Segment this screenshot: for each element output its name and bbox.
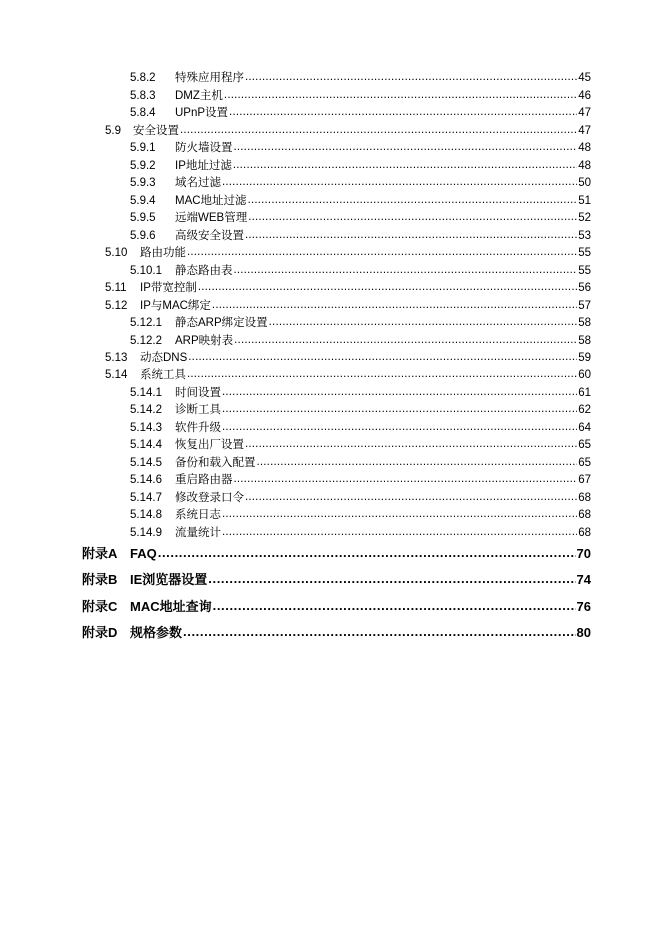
toc-page: 56 (578, 282, 591, 294)
toc-title: 静态路由表 (175, 265, 233, 277)
toc-title: 软件升级 (175, 422, 221, 434)
dot-leader (234, 332, 577, 348)
toc-page: 65 (578, 439, 591, 451)
toc-title: 系统工具 (140, 369, 186, 381)
toc-number: 5.9.5 (130, 212, 156, 224)
toc-title: 静态ARP绑定设置 (175, 317, 268, 329)
toc-number: 5.12 (105, 300, 128, 312)
dot-leader (198, 279, 577, 295)
toc-number: 附录C (82, 599, 118, 614)
toc-title: 防火墙设置 (175, 142, 233, 154)
toc-title: 动态DNS (140, 352, 188, 364)
toc-entry-5-14-8[interactable] (130, 507, 591, 523)
dot-leader (213, 597, 576, 615)
toc-page: 53 (578, 230, 591, 242)
toc-page: 51 (578, 195, 591, 207)
toc-entry-5-9-6[interactable] (130, 228, 591, 244)
toc-entry-5-14[interactable] (105, 367, 591, 383)
toc-page: 46 (578, 90, 591, 102)
toc-page: 76 (576, 599, 591, 614)
toc-page: 48 (578, 160, 591, 172)
toc-page: 57 (578, 300, 591, 312)
dot-leader (233, 157, 577, 173)
toc-title: 安全设置 (133, 125, 179, 137)
toc-title: IP地址过滤 (175, 160, 232, 172)
dot-leader (158, 544, 576, 562)
toc-page: 74 (576, 572, 591, 587)
dot-leader (222, 384, 577, 400)
toc-title: 重启路由器 (175, 474, 233, 486)
dot-leader (187, 244, 577, 260)
toc-page: 68 (578, 509, 591, 521)
dot-leader (269, 314, 578, 330)
toc-title: 时间设置 (175, 387, 221, 399)
toc-number: 5.14.7 (130, 492, 162, 504)
toc-entry-5-14-1[interactable] (130, 385, 591, 401)
toc-page: 48 (578, 142, 591, 154)
toc-title: 路由功能 (140, 247, 186, 259)
toc-number: 5.14 (105, 369, 128, 381)
toc-number: 附录D (82, 625, 118, 640)
toc-page: 55 (578, 247, 591, 259)
dot-leader (234, 471, 578, 487)
toc-entry-5-11[interactable] (105, 280, 591, 296)
toc-entry-5-9-1[interactable] (130, 140, 591, 156)
toc-entry-5-10[interactable] (105, 245, 591, 261)
toc-entry-5-8-2[interactable] (130, 70, 591, 86)
toc-page: 65 (578, 457, 591, 469)
toc-appendix-a[interactable] (82, 545, 591, 563)
toc-title: 流量统计 (175, 527, 221, 539)
dot-leader (229, 104, 577, 120)
toc-page: 55 (578, 265, 591, 277)
dot-leader (188, 349, 577, 365)
toc-number: 5.8.2 (130, 72, 156, 84)
toc-page: 58 (578, 317, 591, 329)
toc-number: 5.9.2 (130, 160, 156, 172)
toc-title: 恢复出厂设置 (175, 439, 244, 451)
toc-entry-5-9-4[interactable] (130, 193, 591, 209)
toc-appendix-c[interactable] (82, 598, 591, 616)
toc-entry-5-14-3[interactable] (130, 420, 591, 436)
toc-number: 5.9.3 (130, 177, 156, 189)
dot-leader (208, 570, 575, 588)
toc-number: 5.8.4 (130, 107, 156, 119)
toc-entry-5-12-1[interactable] (130, 315, 591, 331)
toc-number: 5.9 (105, 125, 121, 137)
toc-entry-5-13[interactable] (105, 350, 591, 366)
dot-leader (222, 524, 577, 540)
toc-number: 5.8.3 (130, 90, 156, 102)
toc-number: 5.12.1 (130, 317, 162, 329)
toc-entry-5-12[interactable] (105, 298, 591, 314)
toc-page: 60 (578, 369, 591, 381)
toc-title: UPnP设置 (175, 107, 229, 119)
toc-page: 70 (576, 546, 591, 561)
toc-title: 备份和载入配置 (175, 457, 256, 469)
dot-leader (183, 623, 576, 641)
toc-title: 系统日志 (175, 509, 221, 521)
toc-title: 诊断工具 (175, 404, 221, 416)
toc-page: 52 (578, 212, 591, 224)
toc-page: 58 (578, 335, 591, 347)
toc-title: IE浏览器设置 (130, 572, 208, 587)
dot-leader (222, 174, 577, 190)
toc-page: 45 (578, 72, 591, 84)
toc-page: 64 (578, 422, 591, 434)
toc-title: DMZ主机 (175, 90, 223, 102)
toc-title: 特殊应用程序 (175, 72, 244, 84)
toc-title: 高级安全设置 (175, 230, 244, 242)
dot-leader (248, 209, 577, 225)
dot-leader (222, 506, 577, 522)
toc-number: 5.14.1 (130, 387, 162, 399)
toc-number: 5.13 (105, 352, 128, 364)
toc-title: IP带宽控制 (140, 282, 197, 294)
toc-entry-5-14-2[interactable] (130, 402, 591, 418)
toc-entry-5-8-4[interactable] (130, 105, 591, 121)
toc-entry-5-8-3[interactable] (130, 88, 591, 104)
toc-appendix-d[interactable] (82, 624, 591, 642)
toc-entry-5-14-5[interactable] (130, 455, 591, 471)
toc-title: 修改登录口令 (175, 492, 244, 504)
toc-title: MAC地址查询 (130, 599, 212, 614)
toc-number: 5.14.9 (130, 527, 162, 539)
toc-page: 47 (578, 107, 591, 119)
toc-number: 5.11 (105, 282, 127, 294)
dot-leader (234, 262, 578, 278)
toc-number: 5.12.2 (130, 335, 162, 347)
dot-leader (248, 192, 578, 208)
toc-entry-5-9-3[interactable] (130, 175, 591, 191)
dot-leader (187, 366, 577, 382)
toc-number: 5.14.2 (130, 404, 162, 416)
toc-entry-5-9-2[interactable] (130, 158, 591, 174)
toc-entry-5-14-9[interactable] (130, 525, 591, 541)
toc-page: 61 (578, 387, 591, 399)
toc-entry-5-9-5[interactable] (130, 210, 591, 226)
toc-page: 47 (578, 125, 591, 137)
dot-leader (180, 122, 577, 138)
toc-title: 规格参数 (130, 625, 183, 640)
dot-leader (222, 419, 577, 435)
toc-number: 5.14.6 (130, 474, 162, 486)
toc-page: 50 (578, 177, 591, 189)
toc-entry-5-14-7[interactable] (130, 490, 591, 506)
toc-title: MAC地址过滤 (175, 195, 247, 207)
toc-number: 5.9.4 (130, 195, 156, 207)
toc-entry-5-9[interactable] (105, 123, 591, 139)
dot-leader (257, 454, 578, 470)
dot-leader (245, 227, 577, 243)
toc-page: 80 (576, 625, 591, 640)
dot-leader (224, 87, 577, 103)
toc-number: 5.9.6 (130, 230, 156, 242)
toc-entry-5-14-6[interactable] (130, 472, 591, 488)
dot-leader (245, 69, 577, 85)
toc-entry-5-10-1[interactable] (130, 263, 591, 279)
toc-title: 远端WEB管理 (175, 212, 248, 224)
toc-page: 68 (578, 492, 591, 504)
toc-number: 5.10 (105, 247, 128, 259)
toc-entry-5-12-2[interactable] (130, 333, 591, 349)
toc-number: 5.9.1 (130, 142, 156, 154)
toc-appendix-b[interactable] (82, 571, 591, 589)
toc-entry-5-14-4[interactable] (130, 437, 591, 453)
dot-leader (212, 297, 577, 313)
toc-page: 67 (578, 474, 591, 486)
toc-number: 5.14.5 (130, 457, 162, 469)
toc-number: 5.10.1 (130, 265, 162, 277)
toc-title: 域名过滤 (175, 177, 221, 189)
toc-number: 5.14.4 (130, 439, 162, 451)
dot-leader (222, 401, 577, 417)
toc-number: 附录A (82, 546, 118, 561)
toc-number: 附录B (82, 572, 118, 587)
toc-number: 5.14.3 (130, 422, 162, 434)
toc-page: 62 (578, 404, 591, 416)
toc-page: 68 (578, 527, 591, 539)
toc-title: FAQ (130, 546, 157, 561)
dot-leader (245, 489, 577, 505)
toc-page: 59 (578, 352, 591, 364)
toc-title: IP与MAC绑定 (140, 300, 211, 312)
dot-leader (234, 139, 578, 155)
toc-title: ARP映射表 (175, 335, 234, 347)
dot-leader (245, 436, 577, 452)
toc-number: 5.14.8 (130, 509, 162, 521)
